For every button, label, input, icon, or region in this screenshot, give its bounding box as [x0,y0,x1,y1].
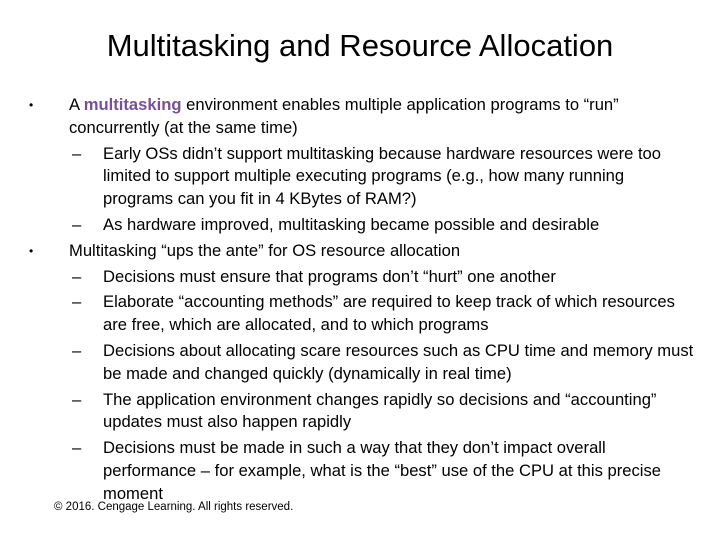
dash-icon: – [72,143,82,163]
sub-bullet-item [24,143,694,211]
sub-bullet-item [24,214,694,237]
sub-bullet-text: Decisions must ensure that programs don’t “hurt” one another [103,266,556,286]
sub-bullet-text: Elaborate “accounting methods” are required to keep track of which resources are free, which are allocated, and to which programs [103,292,675,335]
bullet-icon: • [29,98,34,112]
slide-title: Multitasking and Resource Allocation [106,28,614,63]
sub-bullet-item [24,389,694,435]
bullet-item [24,94,694,140]
sub-bullet-text: Decisions must be made in such a way that they don’t impact overall performance – for example, what is the “best” use of the CPU at this precise moment [103,438,661,503]
dash-icon: – [72,292,82,312]
dash-icon: – [72,340,82,360]
bullet-text: Multitasking “ups the ante” for OS resource allocation [69,240,461,260]
dash-icon: – [72,389,82,409]
dash-icon: – [72,438,82,458]
sub-bullet-item [24,340,694,386]
bullet-icon: • [29,243,34,258]
bullet-text-rest: environment enables multiple application programs to “run” concurrently (at the same time) [69,95,619,137]
copyright-footer: © 2016. Cengage Learning. All rights reserved. [54,501,294,513]
highlighted-term: multitasking [83,95,182,114]
sub-bullet-text: Decisions about allocating scare resources such as CPU time and memory must be made and changed quickly (dynamically in real time) [103,340,694,383]
sub-bullet-text: The application environment changes rapidly so decisions and “accounting” updates must also happen rapidly [103,389,657,432]
slide-body [24,94,694,509]
sub-bullet-text: As hardware improved, multitasking became possible and desirable [103,214,600,234]
dash-icon: – [72,214,82,234]
sub-bullet-item [24,266,694,289]
sub-bullet-text: Early OSs didn’t support multitasking because hardware resources were too limited to support multiple executing programs (e.g., how many running programs can you fit in 4 KBytes of RAM?) [103,143,662,209]
bullet-text-lead: A [69,95,84,114]
dash-icon: – [72,266,82,286]
bullet-item [24,240,694,263]
sub-bullet-item [24,291,694,337]
sub-bullet-item [24,437,694,505]
